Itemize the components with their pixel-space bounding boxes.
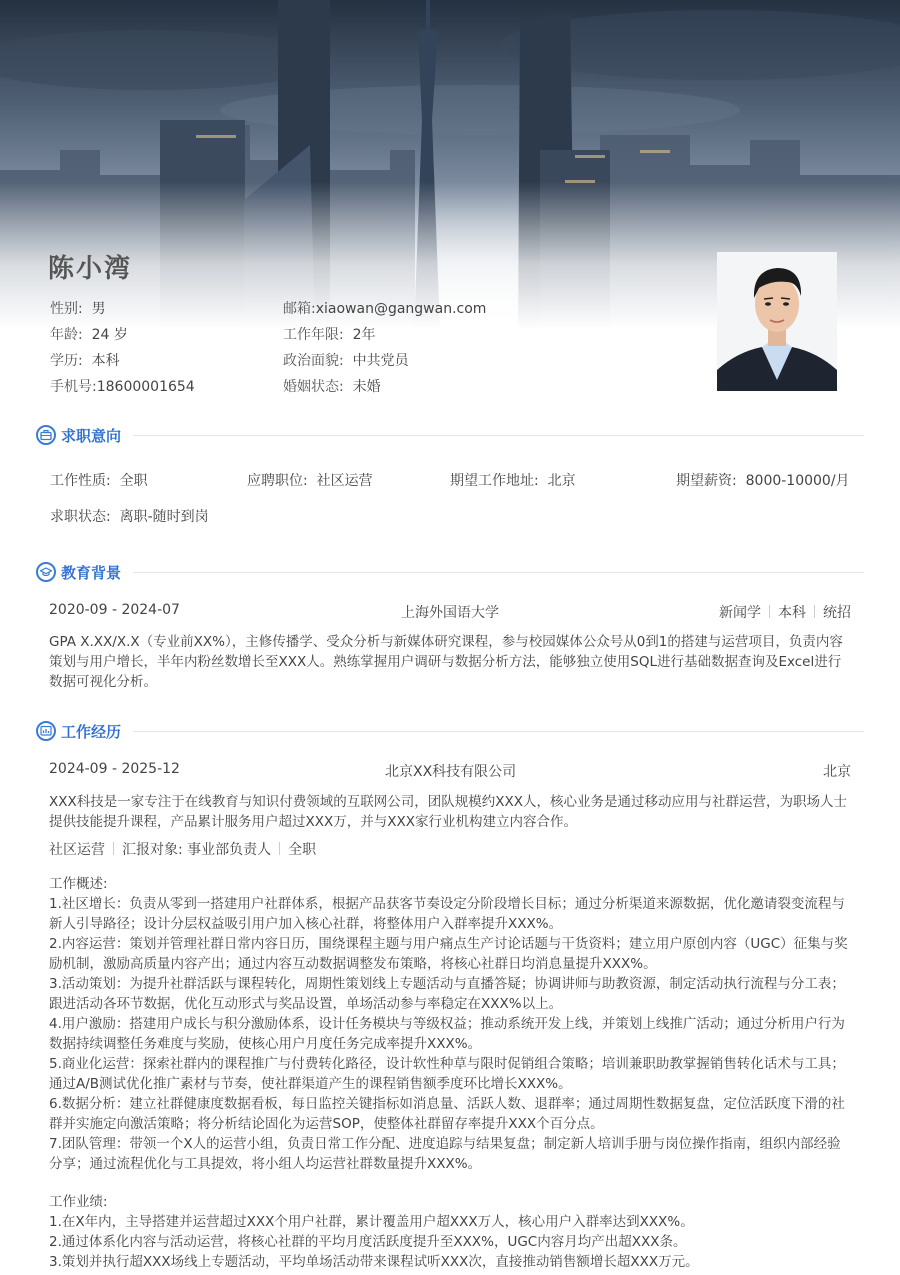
tag-separator (814, 605, 815, 618)
work-results-label: 工作业绩: (49, 1194, 108, 1210)
marital-row (283, 374, 486, 400)
location-label: 期望工作地址: (450, 473, 539, 489)
work-city: 北京 (823, 764, 851, 780)
overview-item: 7.团队管理：带领一个X人的运营小组，负责日常工作分配、进度追踪与结果复盘；制定新人培训手册与岗位操作指南，组织内部经验分享；通过流程优化与工具提效，将小组人均运营社群数量提升XXX%。 (49, 1136, 841, 1172)
report-to: 汇报对象: 事业部负责人 (122, 842, 272, 858)
company-description: XXX科技是一家专注于在线教育与知识付费领域的互联网公司，团队规模约XXX人，核心业务是通过移动应用与社群运营，为职场人士提供技能提升课程，产品累计服务用户超过XXX万，并与XXX家行业机构建立内容合作。 (49, 794, 847, 830)
briefcase-icon (36, 425, 56, 445)
work-overview-label: 工作概述: (49, 876, 108, 892)
tag-separator (769, 605, 770, 618)
gender-label: 性别: (50, 301, 83, 317)
education-row (50, 348, 195, 374)
political-row (283, 348, 486, 374)
job-role: 社区运营 (49, 842, 105, 858)
school-name: 上海外国语大学 (401, 605, 499, 621)
section-header-education (36, 560, 864, 584)
job-status-value: 离职-随时到岗 (119, 509, 209, 525)
education-tags (719, 602, 851, 622)
phone-label: 手机号: (50, 379, 97, 395)
education-label: 学历: (50, 353, 83, 369)
age-label: 年龄: (50, 327, 83, 343)
section-title-work: 工作经历 (61, 722, 122, 741)
job-type: 全职 (288, 842, 317, 858)
section-header-intention (36, 423, 864, 447)
graduation-cap-icon (36, 562, 56, 582)
salary-field (676, 470, 850, 490)
years-value: 2年 (352, 327, 376, 343)
result-item: 1.在X年内，主导搭建并运营超过XXX个用户社群，累计覆盖用户超XXX万人，核心用户入群率达到XXX%。 (49, 1214, 694, 1230)
education-description: GPA X.XX/X.X（专业前XX%），主修传播学、受众分析与新媒体研究课程，参与校园媒体公众号从0到1的搭建与运营项目，负责内容策划与用户增长，半年内粉丝数增长至XXX人。熟练掌握用户调研与数据分析方法，能够独立使用SQL进行基础数据查询及Excel进行数据可视化分析。 (49, 634, 843, 690)
job-status-field (50, 506, 209, 526)
job-type-field (50, 470, 148, 490)
company-name: 北京XX科技有限公司 (385, 764, 517, 780)
profile-photo (717, 252, 837, 391)
marital-label: 婚姻状态: (283, 379, 344, 395)
age-value: 24 岁 (91, 327, 128, 343)
tag-separator (113, 842, 114, 855)
email-row (283, 296, 486, 322)
tag-separator (279, 842, 280, 855)
work-overview (49, 874, 849, 1174)
political-value: 中共党员 (352, 353, 409, 369)
section-divider (133, 572, 864, 573)
phone-row (50, 374, 195, 400)
work-period: 2024-09 - 2025-12 (49, 761, 180, 777)
section-divider (133, 731, 864, 732)
phone-value: 18600001654 (96, 379, 195, 395)
marital-value: 未婚 (352, 379, 381, 395)
candidate-name: 陈小湾 (48, 254, 133, 284)
overview-item: 2.内容运营：策划并管理社群日常内容日历，围绕课程主题与用户痛点生产讨论话题与干货资料；建立用户原创内容（UGC）征集与奖励机制，激励高质量内容产出；通过内容互动数据调整发布策略，将核心社群日均消息量提升XXX%。 (49, 936, 848, 972)
result-item: 3.策划并执行超XXX场线上专题活动，平均单场活动带来课程试听XXX次，直接推动销售额增长超XXX万元。 (49, 1254, 699, 1270)
location-field (450, 470, 576, 490)
basic-info-left (50, 296, 195, 400)
salary-label: 期望薪资: (676, 473, 737, 489)
section-title-education: 教育背景 (61, 563, 122, 582)
position-field (247, 470, 373, 490)
position-value: 社区运营 (316, 473, 373, 489)
chart-icon (36, 721, 56, 741)
location-value: 北京 (547, 473, 576, 489)
years-label: 工作年限: (283, 327, 344, 343)
overview-item: 4.用户激励：搭建用户成长与积分激励体系，设计任务模块与等级权益；推动系统开发上线，并策划上线推广活动；通过分析用户行为数据持续调整任务难度与奖励，使核心用户月度任务完成率提升XXX%。 (49, 1016, 845, 1052)
overview-item: 1.社区增长：负责从零到一搭建用户社群体系，根据产品获客节奏设定分阶段增长目标；通过分析渠道来源数据，优化邀请裂变流程与新人引导路径；设计分层权益吸引用户加入核心社群，将整体用户入群率提升XXX%。 (49, 896, 845, 932)
portrait-image (717, 252, 837, 391)
job-type-label: 工作性质: (50, 473, 111, 489)
position-label: 应聘职位: (247, 473, 308, 489)
work-results (49, 1192, 849, 1272)
overview-item: 3.活动策划：为提升社群活跃与课程转化，周期性策划线上专题活动与直播答疑；协调讲师与助教资源，制定活动执行流程与分工表；跟进活动各环节数据，优化互动形式与奖品设置，单场活动参与率稳定在XXX%以上。 (49, 976, 845, 1012)
email-value: xiaowan@gangwan.com (315, 301, 487, 317)
gender-value: 男 (91, 301, 106, 317)
age-row (50, 322, 195, 348)
education-period: 2020-09 - 2024-07 (49, 602, 180, 618)
political-label: 政治面貌: (283, 353, 344, 369)
gender-row (50, 296, 195, 322)
section-divider (133, 435, 864, 436)
major: 新闻学 (719, 605, 761, 621)
overview-item: 5.商业化运营：探索社群内的课程推广与付费转化路径，设计软性种草与限时促销组合策略；培训兼职助教掌握销售转化话术与工具；通过A/B测试优化推广素材与节奏，使社群渠道产生的课程销售额季度环比增长XXX%。 (49, 1056, 845, 1092)
years-row (283, 322, 486, 348)
enrollment-type: 统招 (823, 605, 851, 621)
education-value: 本科 (91, 353, 120, 369)
job-status-label: 求职状态: (50, 509, 111, 525)
email-label: 邮箱: (283, 301, 316, 317)
job-type-value: 全职 (119, 473, 148, 489)
section-header-work (36, 719, 864, 743)
result-item: 2.通过体系化内容与活动运营，将核心社群的平均月度活跃度提升至XXX%，UGC内容月均产出超XXX条。 (49, 1234, 687, 1250)
degree: 本科 (778, 605, 806, 621)
section-title-intention: 求职意向 (61, 426, 122, 445)
overview-item: 6.数据分析：建立社群健康度数据看板，每日监控关键指标如消息量、活跃人数、退群率；通过周期性数据复盘，定位活跃度下滑的社群并实施定向激活策略；将分析结论固化为运营SOP，使整体社群留存率提升XXX个百分点。 (49, 1096, 845, 1132)
salary-value: 8000-10000/月 (745, 473, 850, 489)
basic-info-right (283, 296, 486, 400)
work-tags (49, 839, 316, 859)
